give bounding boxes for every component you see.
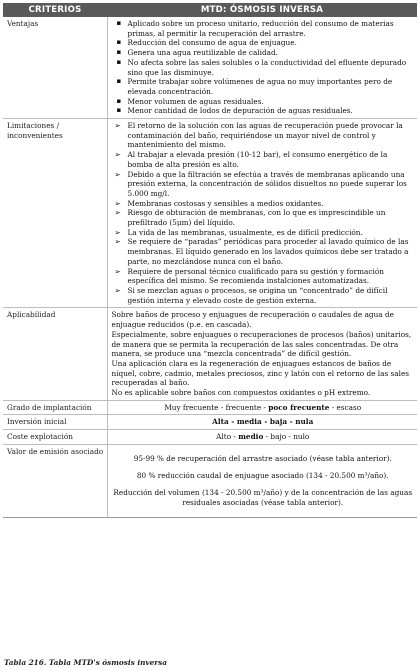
aplicabilidad-paragraph: No es aplicable sobre baños con compuestos oxidantes o pH extremo. [111,388,371,398]
limitacion-item: ➢ Riesgo de obturación de membranas, con lo que es imprescindible un prefiltrado (5μm) del líquido. [128,208,415,227]
label-ventajas: Ventajas [3,17,107,119]
row-emision [3,444,417,517]
aplicabilidad-paragraph: Una aplicación clara es la regeneración de enjuagues estancos de baños de níquel, cobre, cadmio, metales preciosos, zinc y latón con el retorno de las sales recuperadas al baño. [111,358,410,388]
ventajas-list [112,19,415,116]
limitacion-item: ➢ Si se mezclan aguas o procesos, se origina un “concentrado” de difícil gestión interna y elevado coste de gestión externa. [128,286,415,305]
aplicabilidad-paragraph: Especialmente, sobre enjuagues o recuperaciones de procesos (baños) unitarios, de manera que se permita la recuperación de las sales concentradas. De otra manera, se produce una “mezcla concentrada” de difícil gestión. [111,329,412,359]
header-mtd: MTD: ÓSMOSIS INVERSA [107,3,417,17]
grado-highlight: poco frecuente [268,402,330,412]
table-header-row [3,3,417,17]
inversion-value: Alta - media - baja - nula [107,415,417,430]
emision-cell [107,444,417,517]
aplicabilidad-paragraph: Sobre baños de proceso y enjuagues de recuperación o caudales de agua de enjuague reducidos (p.e. en cascada). [111,310,394,330]
ventaja-item: ▪ Reducción del consumo de agua de enjuague. [128,38,415,48]
coste-highlight: medio [238,432,264,442]
coste-prefix: Alto - [216,432,239,442]
label-limitaciones: Limitaciones / inconvenientes [3,119,107,308]
ventaja-item: ▪ No afecta sobre las sales solubles o la conductividad del efluente depurado sino que las disminuye. [128,58,415,77]
row-grado [3,400,417,415]
grado-cell [107,400,417,415]
ventaja-item: ▪ Menor cantidad de lodos de depuración de aguas residuales. [128,106,415,116]
ventajas-cell [107,17,417,119]
grado-prefix: Muy frecuente - frecuente - [164,402,269,412]
row-limitaciones [3,119,417,308]
limitacion-item: ➢ La vida de las membranas, usualmente, es de difícil predicción. [128,228,415,238]
mtd-table [3,3,417,518]
aplicabilidad-cell [107,308,417,400]
label-coste: Coste explotación [3,430,107,445]
coste-suffix: - bajo - nulo [263,432,310,442]
limitacion-item: ➢ Debido a que la filtración se efectúa a través de membranas aplicando una presión externa, la concentración de sólidos disueltos no puede superar los 5.000 mg/l. [128,170,415,199]
limitacion-item: ➢ Se requiere de “paradas” periódicas para proceder al lavado químico de las membranas. El líquido generado en los lavados químicos debe ser tratado a parte, no mezclándose nunca con el baño. [128,237,415,266]
ventaja-item: ▪ Aplicado sobre un proceso unitario, reducción del consumo de materias primas, al permitir la recuperación del arrastre. [128,19,415,38]
ventaja-item: ▪ Genera una agua reutilizable de calidad. [128,48,415,58]
row-coste [3,430,417,445]
grado-suffix: - escaso [329,402,362,412]
emision-line: 80 % reducción caudal de enjuague asociado (134 - 20.500 m³/año). [136,471,389,481]
coste-cell [107,430,417,445]
label-inversion: Inversión inicial [3,415,107,430]
header-criterios: CRITERIOS [3,3,107,17]
emision-line: Reducción del volumen (134 - 20.500 m³/año) y de la concentración de las aguas residuales asociadas (véase tabla anterior). [113,488,413,507]
label-grado: Grado de implantación [3,400,107,415]
emision-line: 95-99 % de recuperación del arrastre asociado (véase tabla anterior). [133,454,392,464]
ventaja-item: ▪ Permite trabajar sobre volúmenes de agua no muy importantes pero de elevada concentración. [128,77,415,96]
limitaciones-cell [107,119,417,308]
limitacion-item: ➢ El retorno de la solución con las aguas de recuperación puede provocar la contaminación del baño, requiriéndose un mayor nivel de control y mantenimiento del mismo. [128,121,415,150]
limitacion-item: ➢ Al trabajar a elevada presión (10-12 bar), el consumo energético de la bomba de alta presión es alto. [128,150,415,169]
limitacion-item: ➢ Requiere de personal técnico cualificado para su gestión y formación específica del mismo. Se recomienda instalciones automatizadas. [128,267,415,286]
limitaciones-list [112,121,415,305]
row-ventajas [3,17,417,119]
row-inversion [3,415,417,430]
row-aplicabilidad [3,308,417,400]
ventaja-item: ▪ Menor volumen de aguas residuales. [128,97,415,107]
table-caption: Tabla 216. Tabla MTD's ósmosis inversa [4,658,167,667]
limitacion-item: ➢ Membranas costosas y sensibles a medios oxidantes. [128,199,415,209]
label-aplicabilidad: Aplicabilidad [3,308,107,400]
label-emision: Valor de emisión asociado [3,444,107,517]
